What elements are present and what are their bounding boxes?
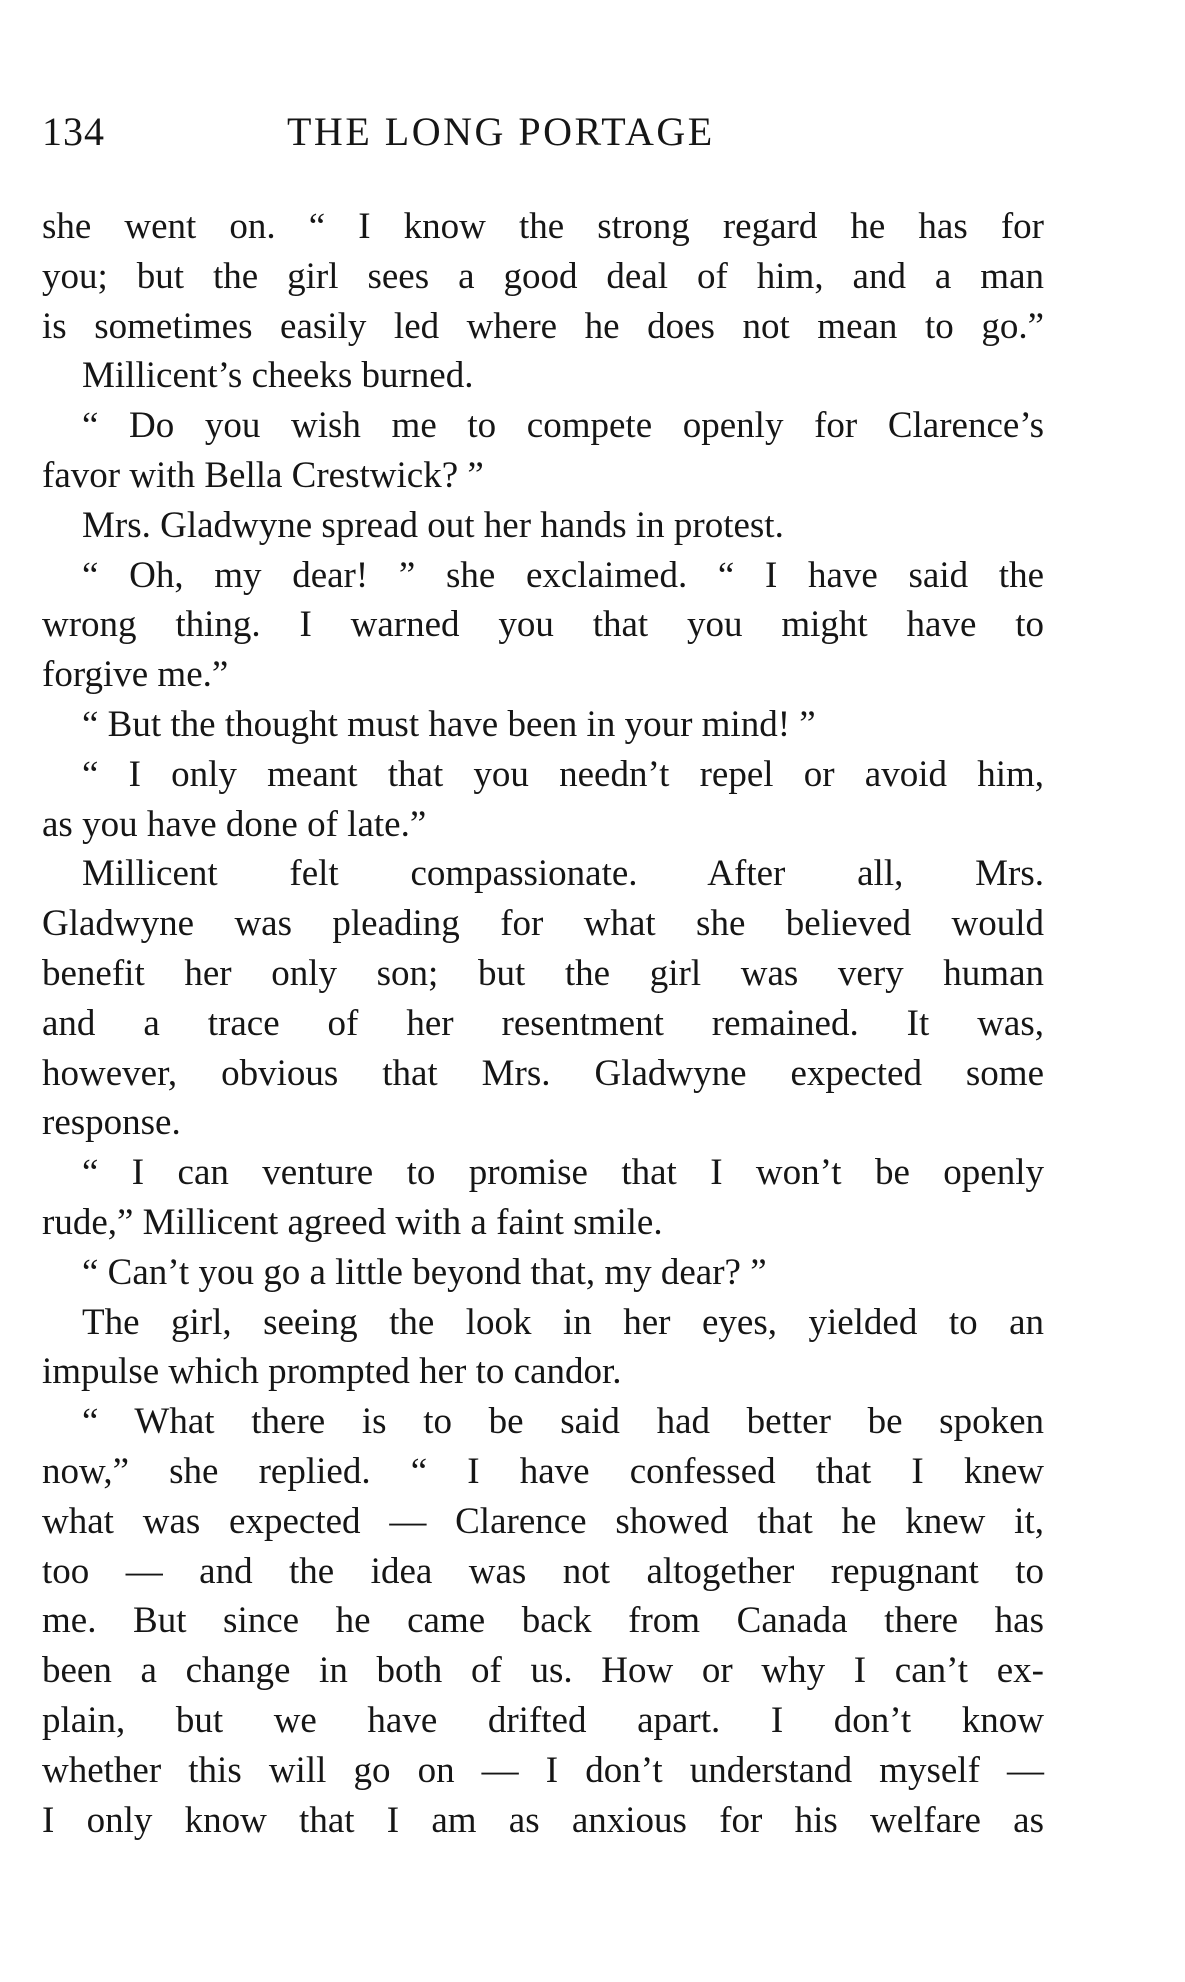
- text-line: Millicent’s cheeks burned.: [82, 355, 474, 397]
- page-number: 134: [42, 109, 105, 154]
- text-line: “ Do you wish me to compete openly for Clarence’s: [82, 405, 1044, 447]
- text-line: now,” she replied. “ I have confessed that I knew: [42, 1450, 1044, 1492]
- text-line: however, obvious that Mrs. Gladwyne expected some: [42, 1052, 1044, 1094]
- text-line: she went on. “ I know the strong regard he has for: [42, 206, 1044, 247]
- text-line: what was expected — Clarence showed that he knew it,: [42, 1500, 1044, 1542]
- text-line: been a change in both of us. How or why I can’t ex-: [42, 1650, 1044, 1692]
- text-line: too — and the idea was not altogether repugnant to: [42, 1550, 1044, 1592]
- text-line: “ But the thought must have been in your mind! ”: [82, 703, 816, 745]
- text-line: and a trace of her resentment remained. It was,: [42, 1002, 1044, 1044]
- text-line: whether this will go on — I don’t understand myself —: [42, 1749, 1044, 1791]
- text-line: rude,” Millicent agreed with a faint smile.: [42, 1201, 663, 1243]
- text-line: “ What there is to be said had better be spoken: [82, 1401, 1044, 1443]
- text-line: The girl, seeing the look in her eyes, yielded to an: [82, 1301, 1044, 1343]
- text-line: me. But since he came back from Canada there has: [42, 1600, 1044, 1642]
- text-line: as you have done of late.”: [42, 803, 427, 845]
- text-line: wrong thing. I warned you that you might have to: [42, 604, 1044, 646]
- body-text: [42, 202, 1044, 1845]
- running-title: THE LONG PORTAGE: [287, 109, 715, 154]
- text-line: forgive me.”: [42, 654, 229, 696]
- text-line: plain, but we have drifted apart. I don’t know: [42, 1699, 1044, 1741]
- text-line: Mrs. Gladwyne spread out her hands in protest.: [82, 504, 784, 546]
- text-line: response.: [42, 1102, 181, 1144]
- text-line: “ I can venture to promise that I won’t be openly: [82, 1152, 1044, 1194]
- text-line: “ Oh, my dear! ” she exclaimed. “ I have said the: [82, 554, 1044, 596]
- text-line: is sometimes easily led where he does not mean to go.”: [42, 305, 1044, 347]
- text-line: Millicent felt compassionate. After all, Mrs.: [82, 853, 1044, 895]
- text-line: impulse which prompted her to candor.: [42, 1351, 622, 1393]
- text-line: benefit her only son; but the girl was very human: [42, 952, 1044, 994]
- text-line: I only know that I am as anxious for his welfare as: [42, 1799, 1044, 1841]
- text-line: you; but the girl sees a good deal of him, and a man: [42, 255, 1044, 297]
- text-line: “ I only meant that you needn’t repel or avoid him,: [82, 753, 1044, 795]
- text-line: favor with Bella Crestwick? ”: [42, 454, 484, 496]
- text-line: “ Can’t you go a little beyond that, my dear? ”: [82, 1251, 767, 1293]
- page-header: [42, 108, 1042, 158]
- text-line: Gladwyne was pleading for what she believed would: [42, 903, 1044, 945]
